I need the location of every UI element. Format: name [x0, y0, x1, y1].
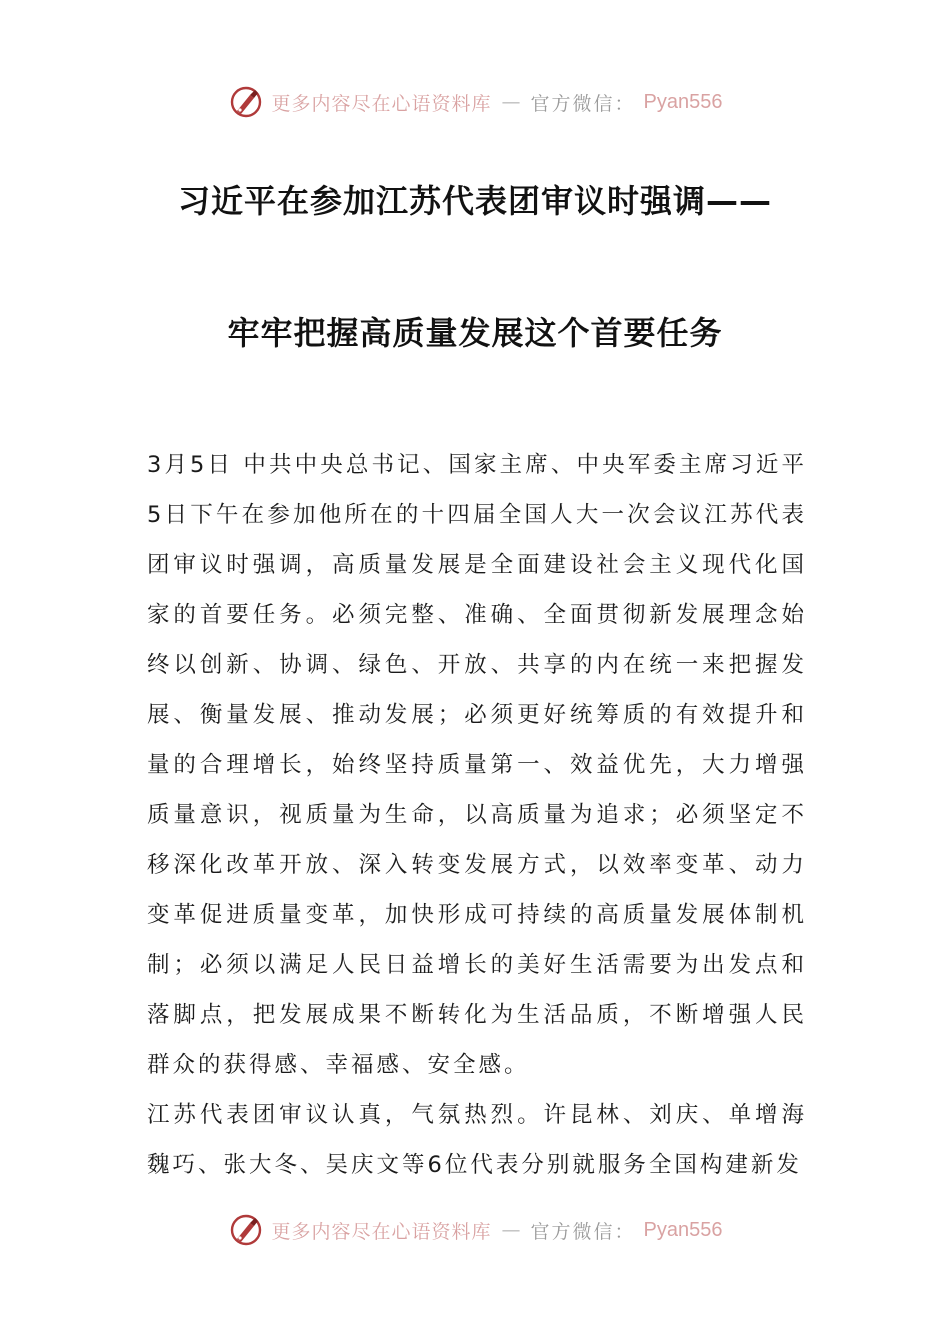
banner-separator: —: [501, 91, 521, 113]
banner-text: 更多内容尽在心语资料库: [271, 1220, 492, 1243]
banner-wechat-label: 官方微信：: [530, 1220, 636, 1243]
banner-text: 更多内容尽在心语资料库: [271, 92, 492, 115]
pen-nib-icon: [228, 84, 264, 120]
footer-watermark-banner: [0, 1208, 950, 1252]
banner-wechat-id: Pyan556: [643, 90, 723, 113]
banner-separator: —: [501, 1219, 521, 1241]
pen-nib-icon: [228, 1212, 264, 1248]
document-title-line-1: 习近平在参加江苏代表团审议时强调——: [177, 182, 772, 220]
banner-wechat-label: 官方微信：: [530, 92, 636, 115]
header-watermark-banner: [0, 80, 950, 124]
banner-wechat-id: Pyan556: [643, 1218, 723, 1241]
document-title-line-2: 牢牢把握高质量发展这个首要任务: [227, 314, 723, 352]
body-paragraph-1: 3月5日 中共中央总书记、国家主席、中央军委主席习近平5日下午在参加他所在的十四届全国人大一次会议江苏代表团审议时强调，高质量发展是全面建设社会主义现代化国家的首要任务。必须完整、准确、全面贯彻新发展理念始终以创新、协调、绿色、开放、共享的内在统一来把握发展、衡量发展、推动发展；必须更好统筹质的有效提升和量的合理增长，始终坚持质量第一、效益优先，大力增强质量意识，视质量为生命，以高质量为追求；必须坚定不移深化改革开放、深入转变发展方式，以效率变革、动力变革促进质量变革，加快形成可持续的高质量发展体制机制；必须以满足人民日益增长的美好生活需要为出发点和落脚点，把发展成果不断转化为生活品质，不断增强人民群众的获得感、幸福感、安全感。: [147, 452, 807, 1078]
document-body: [147, 440, 807, 1190]
body-paragraph-2: 江苏代表团审议认真，气氛热烈。许昆林、刘庆、单增海魏巧、张大冬、吴庆文等6位代表分别就服务全国构建新发: [147, 1102, 807, 1178]
